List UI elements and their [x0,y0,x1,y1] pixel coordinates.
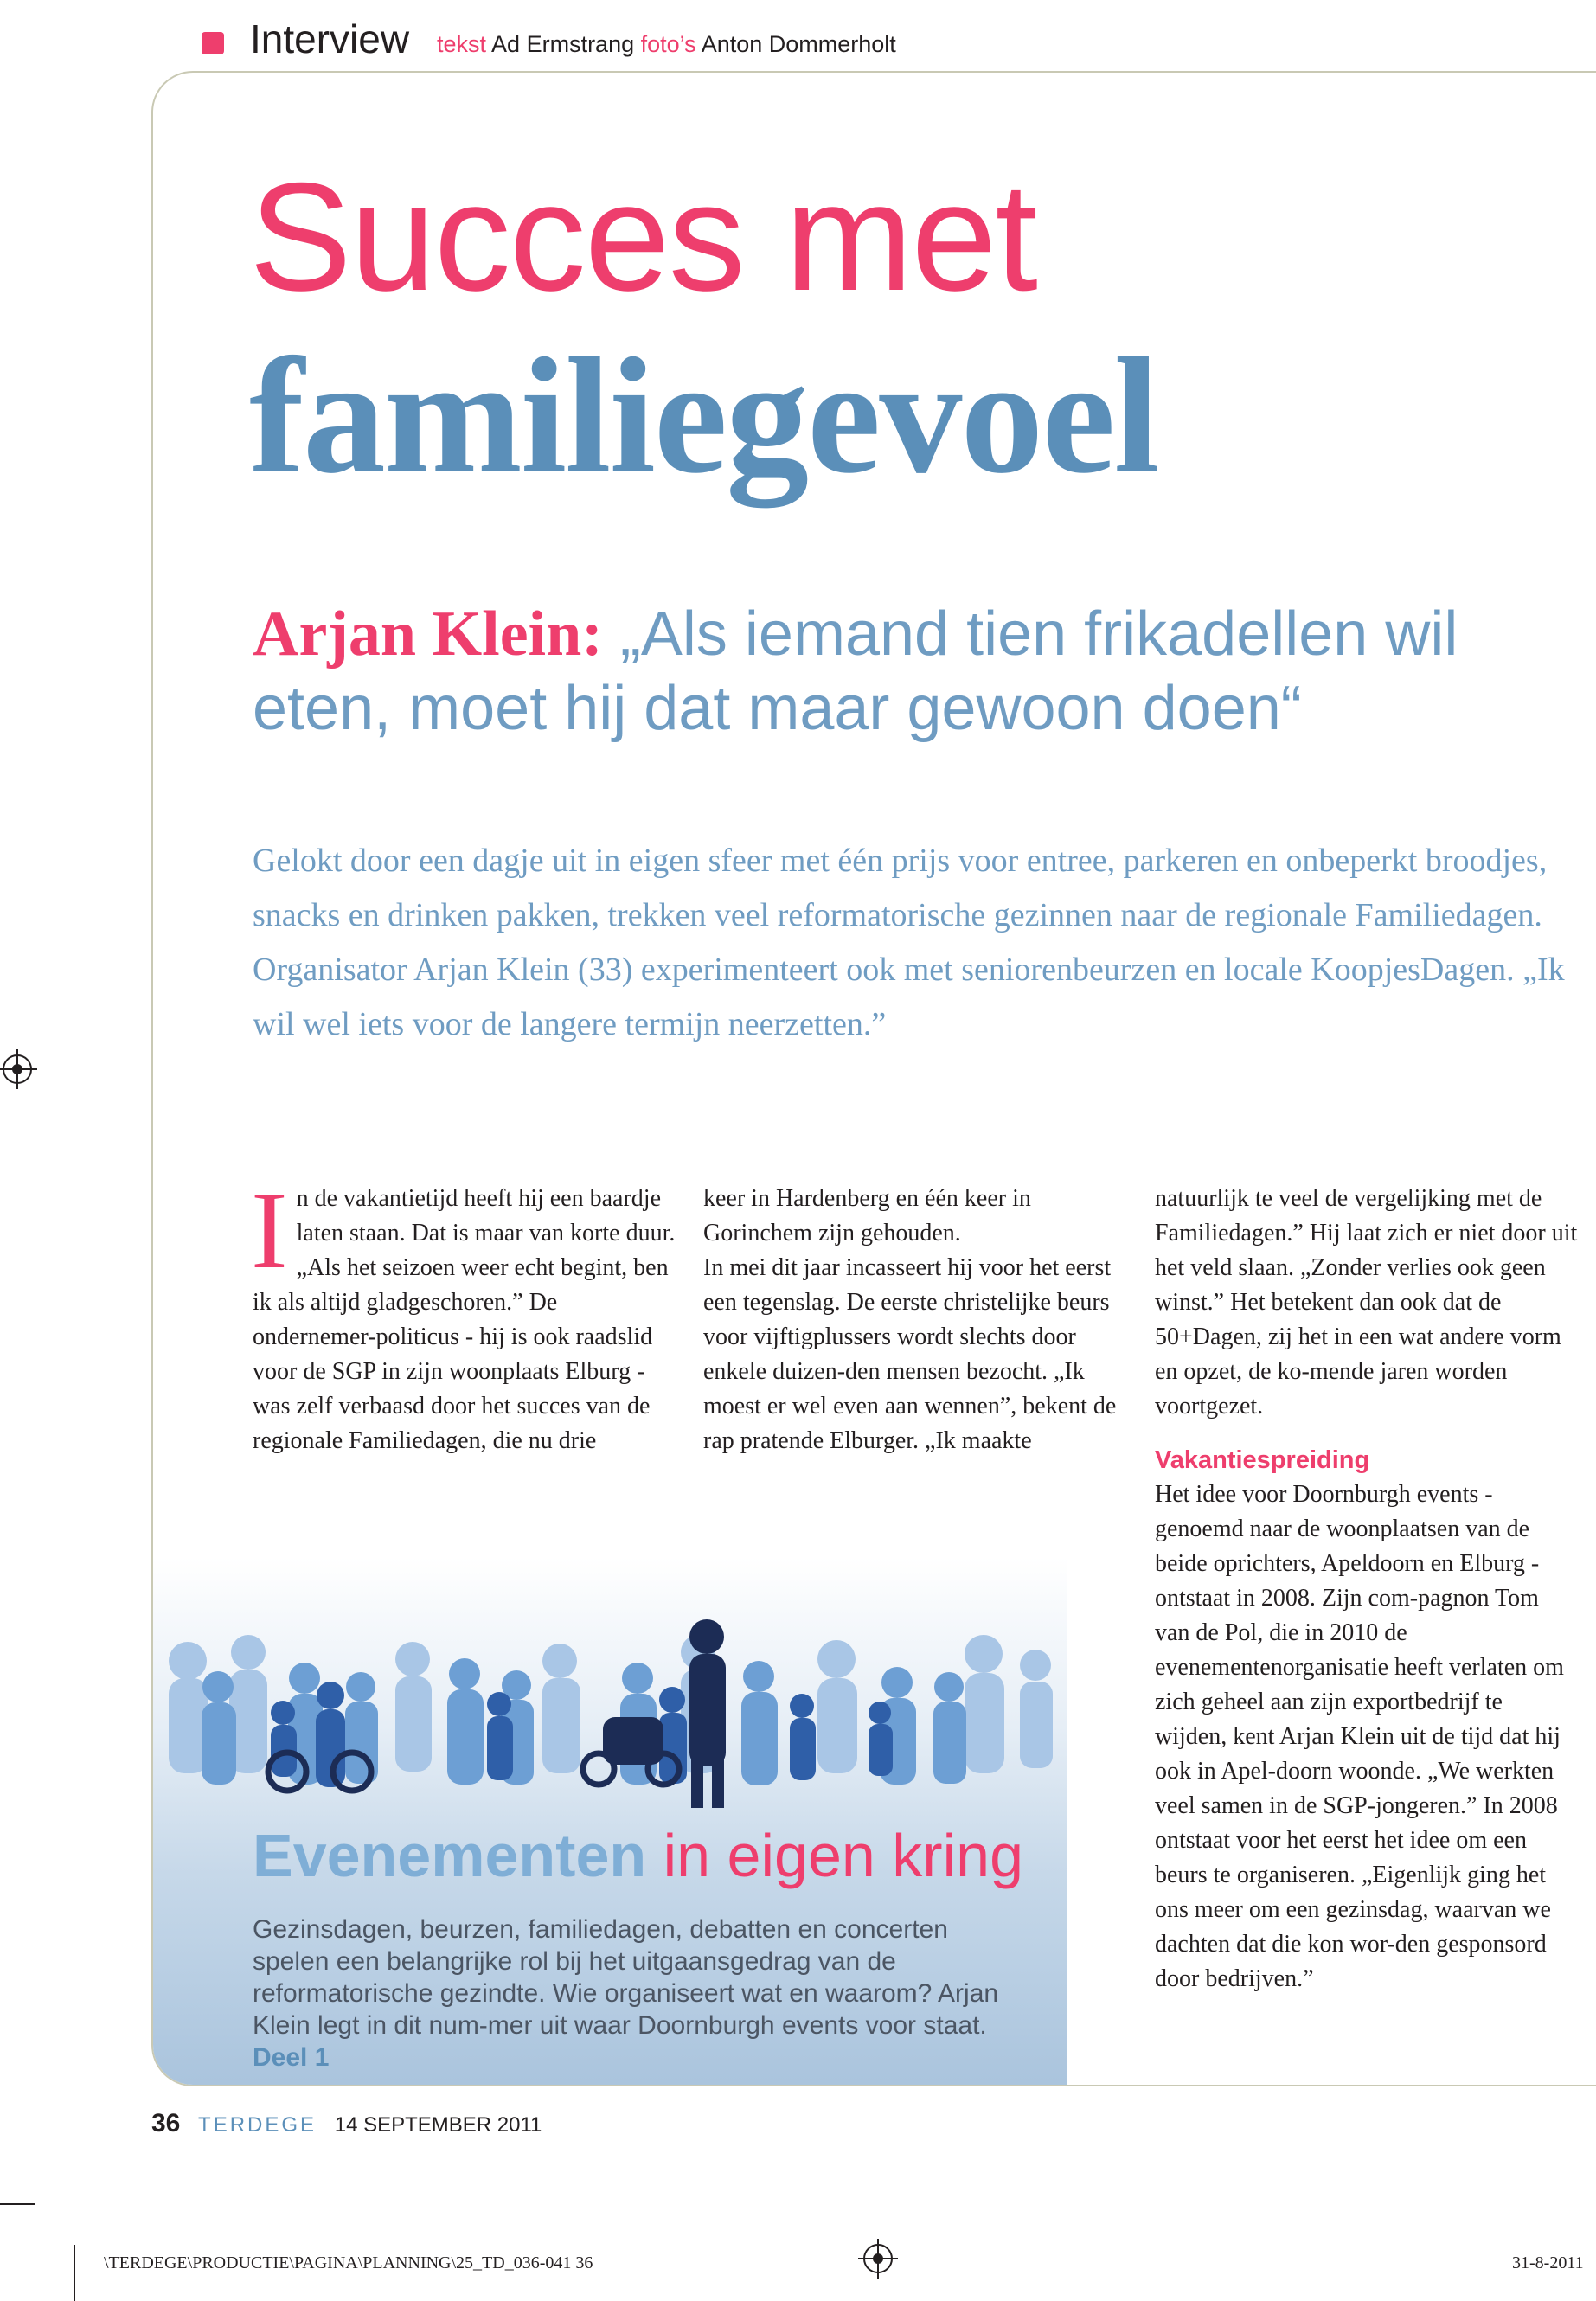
body-text: keer in Hardenberg en één keer in Gorinchem zijn gehouden. [703,1185,1031,1247]
page-number: 36 [151,2109,181,2138]
subtitle [253,597,1567,746]
headline-line-2: familiegevoel [249,324,1158,508]
author: Ad Ermstrang [491,31,635,57]
credits [437,31,896,58]
crowd-silhouette-image [153,1557,1067,1817]
subtitle-quote-1: „Als iemand tien frikadellen wil [619,599,1458,669]
intro-paragraph: Gelokt door een dagje uit in eigen sfeer met één prijs voor entree, parkeren en onbeperkt broodjes, snacks en drinken pakken, trekken veel reformatorische gezinnen naar de regionale Familiedagen. Organisator Arjan Klein (33) experimenteert ook met seniorenbeurzen en locale KoopjesDagen. „Ik wil wel iets voor de langere termijn neerzetten.” [253,843,1565,1042]
magazine-name: TERDEGE [198,2113,317,2137]
registration-mark-icon [863,2244,893,2273]
subheading: Vakantiespreiding [1155,1446,1370,1474]
body-text: n de vakantietijd heeft hij een baardje laten staan. Dat is maar van korte duur. „Als het seizoen weer echt begint, ben ik als altijd gladgeschoren.” De ondernemer-politicus - hij is ook raadslid voor de SGP in zijn woonplaats Elburg - was zelf verbaasd door het succes van de regionale Familiedagen, die nu drie [253,1185,676,1454]
body-column-2 [703,1182,1136,1458]
dropcap: I [251,1169,288,1292]
headline-line-1: Succes met [249,151,1036,323]
subtitle-name: Arjan Klein: [253,599,603,670]
body-text: natuurlijk te veel de vergelijking met de Familiedagen.” Hij laat zich er niet door uit het veld slaan. „Zonder verlies ook geen winst.” Het betekent dan ook dat de 50+Dagen, zij het in een wat andere vorm en opzet, de ko-mende jaren worden voortgezet. [1155,1185,1578,1420]
box-text [253,1913,1031,2073]
crop-mark [74,2245,75,2301]
page-footer [151,2109,542,2138]
body-text: Het idee voor Doornburgh events - genoemd naar de woonplaatsen van de beide oprichters, Apeldoorn en Elburg - ontstaat in 2008. Zijn com-pagnon Tom van de Pol, die in 2010 de evenementenorganisatie heeft verlaten om zich geheel aan zijn exportbedrijf te wijden, kent Arjan Klein uit de tijd dat hij ook in Apel-doorn woonde. „We werkten veel samen in de SGP-jongeren.” In 2008 ontstaat voor het eerst het idee om een beurs te organiseren. „Eigenlijk ging het ons meer om een gezinsdag, waarvan we dachten dat die kon wor-den gesponsord door bedrijven.” [1155,1481,1564,1992]
slug-date: 31-8-2011 [1512,2253,1584,2272]
crop-mark [0,2203,35,2205]
photographer: Anton Dommerholt [701,31,896,57]
body-column-1 [251,1169,676,1458]
issue-date: 14 SEPTEMBER 2011 [334,2113,542,2137]
subtitle-quote-2: eten, moet hij dat maar gewoon doen“ [253,674,1302,743]
slug-path: \TERDEGE\PRODUCTIE\PAGINA\PLANNING\25_TD_036-041 36 [104,2253,593,2272]
section-label: Interview [250,16,410,61]
text-label: tekst [437,31,487,57]
box-description: Gezinsdagen, beurzen, familiedagen, debatten en concerten spelen een belangrijke rol bij het uitgaansgedrag van de reformatorische gezindte. Wie organiseert wat en waarom? Arjan Klein legt in dit num-mer uit waar Doornburgh events voor staat. [253,1915,999,2040]
box-part-label: Deel 1 [253,2043,330,2072]
body-text: In mei dit jaar incasseert hij voor het eerst een tegenslag. De eerste christelijke beurs voor vijftigplussers wordt slechts door enkele duizen-den mensen bezocht. „Ik moest er wel even aan wennen”, bekent de rap pratende Elburger. „Ik maakte [703,1254,1117,1454]
registration-mark-icon [3,1054,32,1084]
box-title-bold: Evenementen [253,1822,647,1889]
section-marker [202,32,224,54]
box-title-light: in eigen kring [663,1822,1024,1889]
photo-label: foto’s [640,31,696,57]
body-column-3 [1155,1182,1579,1997]
box-title [253,1822,1024,1889]
